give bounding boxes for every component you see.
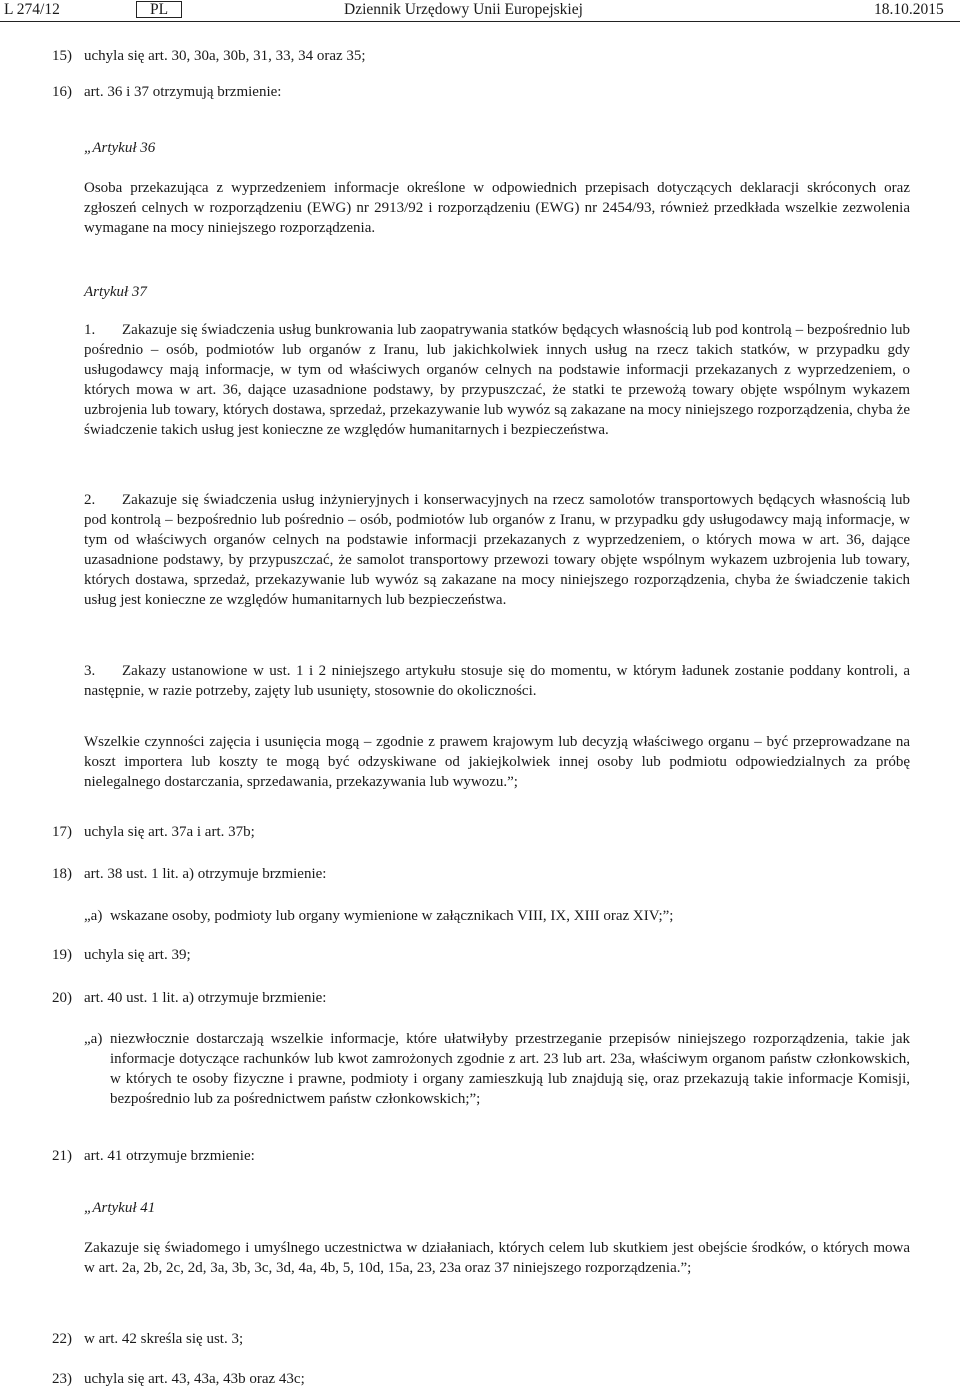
article-37-paragraph-2 <box>84 491 910 610</box>
point-label: „a) <box>84 1031 103 1047</box>
item-text: uchyla się art. 37a i art. 37b; <box>84 824 255 840</box>
article-36-text: Osoba przekazująca z wyprzedzeniem informacje określone w odpowiednich przepisach dotyczących deklaracji skróconych oraz zgłoszeń celnych w rozporządzeniu (EWG) nr 2913/92 i rozporządzeniu (EWG) nr 2454/93, również przedkłada wszelkie zezwolenia wymagane na mocy niniejszego rozporządzenia. <box>84 180 910 236</box>
list-item-20 <box>52 989 326 1007</box>
item-text: uchyla się art. 30, 30a, 30b, 31, 33, 34 oraz 35; <box>84 48 366 64</box>
list-item-23 <box>52 1370 305 1388</box>
item-text: art. 38 ust. 1 lit. a) otrzymuje brzmienie: <box>84 866 327 882</box>
article-37-heading: Artykuł 37 <box>84 284 147 300</box>
page-reference: L 274/12 <box>4 1 60 18</box>
list-item-19 <box>52 946 191 964</box>
article-41-text: Zakazuje się świadomego i umyślnego uczestnictwa w działaniach, których celem lub skutkiem jest obejście środków, o których mowa w art. 2a, 2b, 2c, 2d, 3a, 3b, 3c, 3d, 4a, 4b, 5, 10d, 15a, 23, 23a oraz 37 niniejszego rozporządzenia.”; <box>84 1240 910 1276</box>
item-text: uchyla się art. 43, 43a, 43b oraz 43c; <box>84 1371 305 1387</box>
paragraph-number: 1. <box>84 322 96 338</box>
article-40-point-a <box>84 1029 910 1109</box>
point-text: wskazane osoby, podmioty lub organy wymienione w załącznikach VIII, IX, XIII oraz XIV;”; <box>110 908 674 924</box>
item-number: 23) <box>52 1371 72 1387</box>
article-37-paragraph-1 <box>84 321 910 440</box>
paragraph-text: Zakazuje się świadczenia usług inżynieryjnych i konserwacyjnych na rzecz samolotów transportowych będących własnością lub pod kontrolą – bezpośrednio lub pośrednio – osób, podmiotów lub organów z Iranu, w przypadku gdy usługodawcy mają informacje, w tym od właściwych organów celnych na podstawie informacji przekazanych z wyprzedzeniem, o których mowa w art. 36, dające uzasadnione podstawy, by przypuszczać, że samolot transportowy przewozi towary objęte wspólnym wykazem uzbrojenia lub towary, których dostawa, sprzedaż, przekazywanie lub wywóz są zakazane na mocy niniejszego rozporządzenia, chyba że świadczenie takich usług jest konieczne ze względów humanitarnych lub bezpieczeństwa. <box>84 492 910 608</box>
article-37-paragraph-4: Wszelkie czynności zajęcia i usunięcia mogą – zgodnie z prawem krajowym lub decyzją właściwego organu – być przeprowadzane na koszt importera lub koszty te mogą być odzyskiwane od jakiejkolwiek innej osoby lub podmiotu odpowiedzialnych za próbę nielegalnego dostarczania, sprzedawania, przekazywania lub wywozu.”; <box>84 734 910 790</box>
item-number: 19) <box>52 947 72 963</box>
page-header <box>0 0 960 22</box>
item-number: 15) <box>52 48 72 64</box>
point-label: „a) <box>84 908 103 924</box>
header-divider <box>0 21 960 22</box>
item-number: 20) <box>52 990 72 1006</box>
point-text: niezwłocznie dostarczają wszelkie informacje, które ułatwiłyby przestrzeganie przepisów niniejszego rozporządzenia, takie jak informacje dotyczące rachunków lub kwot zamrożonych zgodnie z art. 23 lub art. 23a, właściwym organom państw członkowskich, w których te osoby fizyczne i prawne, podmioty i organy zamieszkują lub znajdują się, oraz przekazują takie informacje Komisji, bezpośrednio lub za pośrednictwem państw członkowskich;”; <box>110 1031 910 1107</box>
article-38-point-a <box>84 906 910 926</box>
list-item-16 <box>52 83 281 101</box>
item-text: w art. 42 skreśla się ust. 3; <box>84 1331 244 1347</box>
paragraph-text: Zakazuje się świadczenia usług bunkrowania lub zaopatrywania statków będących własnością lub pod kontrolą – bezpośrednio lub pośrednio – osób, podmiotów lub organów z Iranu, lub jakichkolwiek innych usług na rzecz takich statków, w przypadku gdy usługodawcy mają informacje, w tym od właściwych organów celnych na podstawie informacji przekazanych z wyprzedzeniem, o których mowa w art. 36, dające uzasadnione podstawy, by przypuszczać, że statki te przewożą towary objęte wspólnym wykazem uzbrojenia lub towary, których dostawa, sprzedaż, przekazywanie lub wywóz są zakazane na mocy niniejszego rozporządzenia, chyba że świadczenie takich usług jest konieczne ze względów humanitarnych i bezpieczeństwa. <box>84 322 910 438</box>
list-item-18 <box>52 865 326 883</box>
item-number: 16) <box>52 84 72 100</box>
list-item-22 <box>52 1330 243 1348</box>
paragraph-number: 2. <box>84 492 96 508</box>
article-37-paragraph-3 <box>84 662 910 702</box>
item-text: art. 36 i 37 otrzymują brzmienie: <box>84 84 282 100</box>
article-41-heading: „Artykuł 41 <box>84 1200 156 1216</box>
article-36-heading: „Artykuł 36 <box>84 140 156 156</box>
list-item-15 <box>52 47 366 65</box>
paragraph-number: 3. <box>84 663 96 679</box>
item-text: art. 40 ust. 1 lit. a) otrzymuje brzmienie: <box>84 990 327 1006</box>
item-text: uchyla się art. 39; <box>84 947 191 963</box>
item-number: 21) <box>52 1148 72 1164</box>
item-number: 22) <box>52 1331 72 1347</box>
item-text: art. 41 otrzymuje brzmienie: <box>84 1148 255 1164</box>
list-item-21 <box>52 1147 255 1165</box>
item-number: 18) <box>52 866 72 882</box>
paragraph-text: Zakazy ustanowione w ust. 1 i 2 niniejszego artykułu stosuje się do momentu, w którym ładunek zostanie poddany kontroli, a następnie, w razie potrzeby, zajęty lub usunięty, stosownie do okoliczności. <box>84 663 910 699</box>
journal-title: Dziennik Urzędowy Unii Europejskiej <box>344 1 583 18</box>
list-item-17 <box>52 823 255 841</box>
language-badge: PL <box>136 1 182 18</box>
publication-date: 18.10.2015 <box>874 1 944 18</box>
item-number: 17) <box>52 824 72 840</box>
